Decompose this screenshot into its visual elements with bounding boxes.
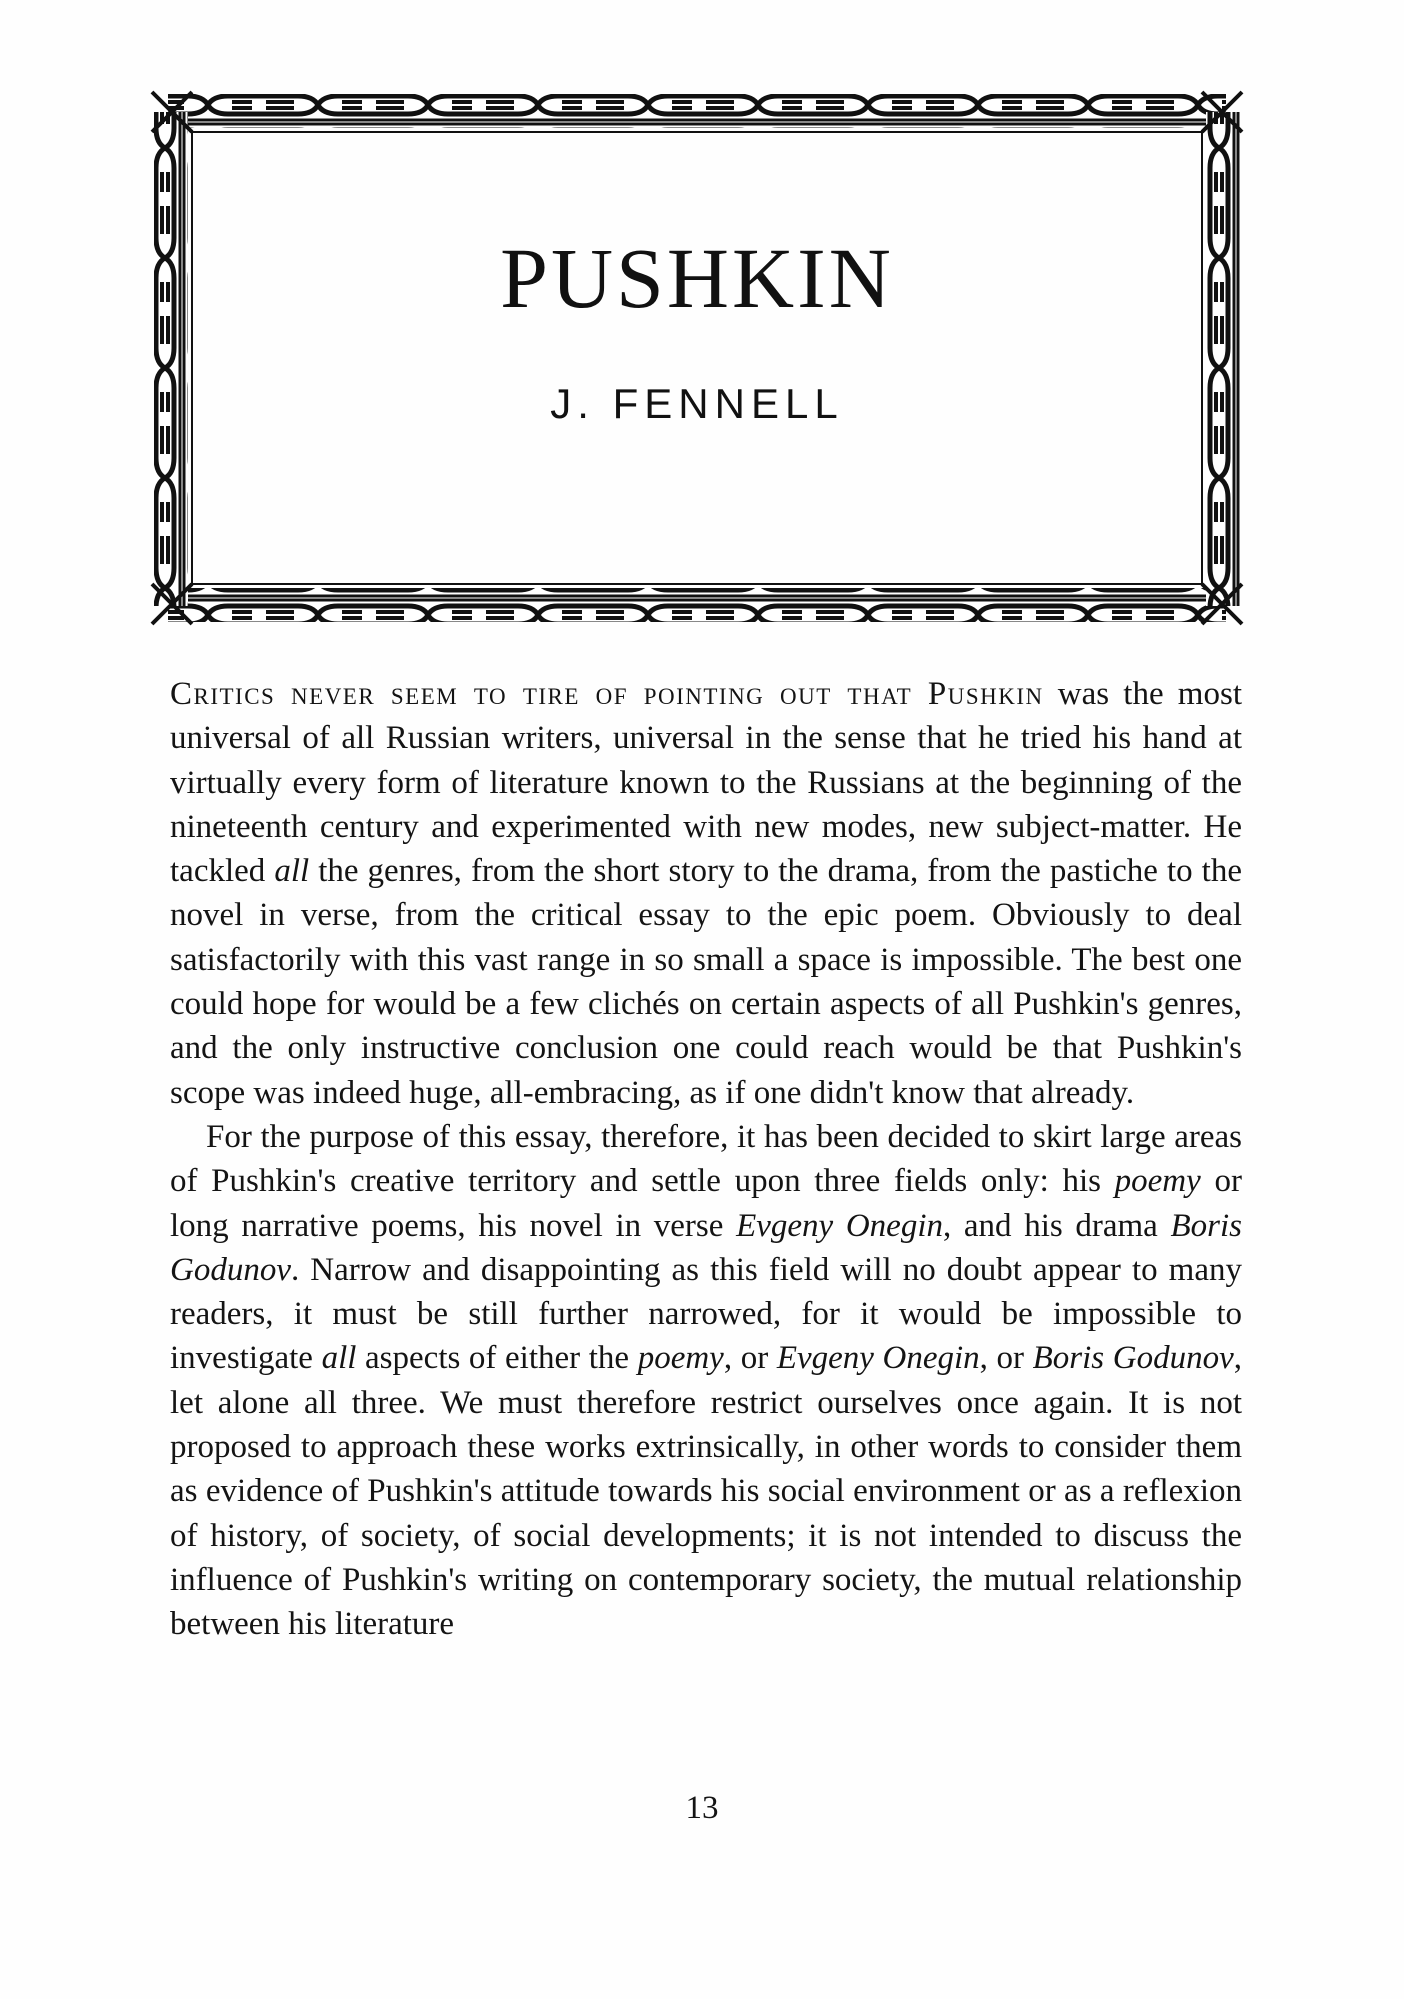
paragraph-2-text-c: , and his drama bbox=[942, 1207, 1171, 1244]
paragraph-2-text-f: , or bbox=[723, 1340, 777, 1377]
paragraph-2 bbox=[170, 1115, 1242, 1647]
paragraph-2-text-d: . Narrow and disappointing as this field will no doubt appear to many readers, it must be still further narrowed, for it would be impossible to investigate bbox=[170, 1251, 1242, 1377]
paragraph-2-italic-poemy: poemy bbox=[1114, 1163, 1201, 1200]
lead-in-small-caps: Critics never seem to tire of pointing out that Pushkin bbox=[170, 676, 1044, 712]
essay-title: PUSHKIN bbox=[500, 230, 894, 326]
paragraph-1-text-b: the genres, from the short story to the drama, from the pastiche to the novel in verse, from the critical essay to the epic poem. Obviously to deal satisfactorily with this vast range in so small a space is impossible. The best one could hope for would be a few clichés on certain aspects of all Pushkin's genres, and the only instructive conclusion one could reach would be that Pushkin's scope was indeed huge, all-embracing, as if one didn't know that already. bbox=[170, 853, 1242, 1111]
paragraph-2-italic-boris-godunov-2: Boris Godunov bbox=[1032, 1340, 1234, 1377]
paragraph-1-italic-all: all bbox=[274, 853, 310, 890]
paragraph-2-italic-boris-godunov: Boris Godunov bbox=[170, 1207, 1242, 1288]
paragraph-2-italic-evgeny-onegin-2: Evgeny Onegin bbox=[776, 1340, 980, 1377]
paragraph-2-italic-poemy-2: poemy bbox=[637, 1340, 724, 1377]
paragraph-2-text-a: For the purpose of this essay, therefore, it has been decided to skirt large areas of Pushkin's creative territory and settle upon three fields only: his bbox=[170, 1118, 1242, 1200]
page-number: 13 bbox=[685, 1790, 719, 1826]
author-name: J. FENNELL bbox=[550, 380, 844, 427]
decorative-frame bbox=[148, 88, 1246, 628]
paragraph-1 bbox=[170, 672, 1242, 1115]
paragraph-2-text-e: aspects of either the bbox=[356, 1340, 638, 1377]
paragraph-1-text-a: was the most universal of all Russian writers, universal in the sense that he tried his hand at virtually every form of literature known to the Russians at the beginning of the nineteenth century and experimented with new modes, new subject-matter. He tackled bbox=[170, 676, 1242, 890]
paragraph-2-italic-all: all bbox=[321, 1340, 357, 1377]
paragraph-2-text-h: , let alone all three. We must therefore restrict ourselves once again. It is not proposed to approach these works extrinsically, in other words to consider them as evidence of Pushkin's attitude towards his social environment or as a reflexion of history, of society, of social developments; it is not intended to discuss the influence of Pushkin's writing on contemporary society, the mutual relationship between his literature bbox=[170, 1340, 1242, 1643]
essay-body bbox=[170, 672, 1242, 1647]
ornamental-border bbox=[148, 88, 1246, 628]
paragraph-2-italic-evgeny-onegin: Evgeny Onegin bbox=[736, 1207, 943, 1244]
paragraph-2-text-g: , or bbox=[979, 1340, 1033, 1377]
paragraph-2-text-b: or long narrative poems, his novel in verse bbox=[170, 1163, 1242, 1244]
